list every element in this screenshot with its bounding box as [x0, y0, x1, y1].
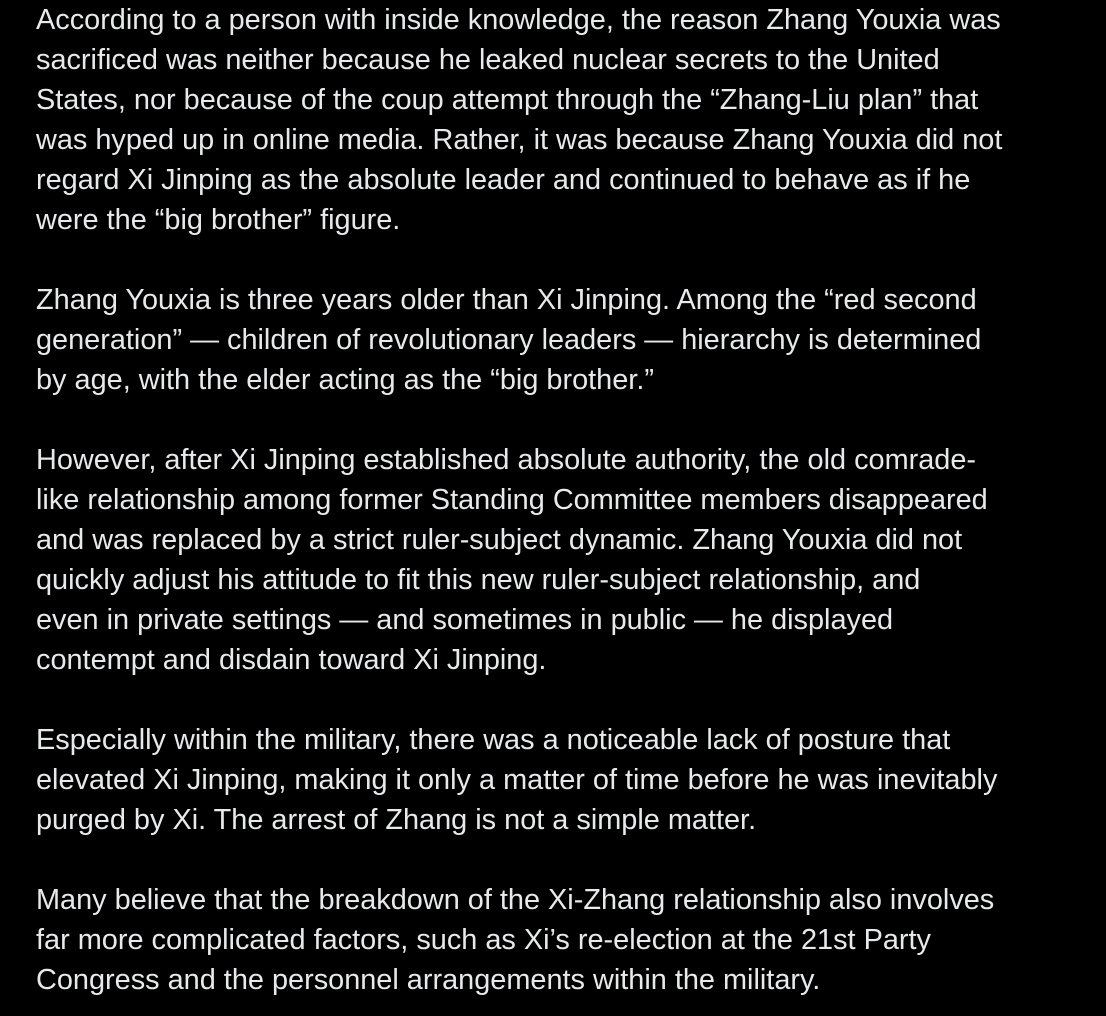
paragraph-spacer: [36, 240, 1106, 280]
post-paragraph: [36, 0, 1106, 240]
paragraph-line: elevated Xi Jinping, making it only a matter of time before he was inevitably: [36, 764, 998, 796]
paragraph-line: like relationship among former Standing Committee members disappeared: [36, 484, 988, 516]
post-paragraph: [36, 440, 1106, 680]
paragraph-spacer: [36, 680, 1106, 720]
paragraph-line: far more complicated factors, such as Xi’s re-election at the 21st Party: [36, 924, 931, 956]
post-paragraph: [36, 880, 1106, 1000]
paragraph-line: Zhang Youxia is three years older than Xi Jinping. Among the “red second: [36, 284, 977, 316]
paragraph-spacer: [36, 840, 1106, 880]
post-paragraph: [36, 720, 1106, 840]
paragraph-line: even in private settings — and sometimes in public — he displayed: [36, 604, 894, 636]
paragraph-line: were the “big brother” figure.: [36, 204, 401, 236]
paragraph-line: quickly adjust his attitude to fit this new ruler-subject relationship, and: [36, 564, 921, 596]
paragraph-line: According to a person with inside knowledge, the reason Zhang Youxia was: [36, 4, 1001, 36]
paragraph-line: by age, with the elder acting as the “big brother.”: [36, 364, 654, 396]
paragraph-line: States, nor because of the coup attempt through the “Zhang-Liu plan” that: [36, 84, 979, 116]
paragraph-line: and was replaced by a strict ruler-subject dynamic. Zhang Youxia did not: [36, 524, 963, 556]
paragraph-line: Congress and the personnel arrangements within the military.: [36, 964, 821, 996]
paragraph-line: purged by Xi. The arrest of Zhang is not a simple matter.: [36, 804, 757, 836]
paragraph-line: However, after Xi Jinping established absolute authority, the old comrade-: [36, 444, 977, 476]
paragraph-line: regard Xi Jinping as the absolute leader and continued to behave as if he: [36, 164, 971, 196]
post-paragraph: [36, 280, 1106, 400]
paragraph-spacer: [36, 400, 1106, 440]
paragraph-line: sacrificed was neither because he leaked nuclear secrets to the United: [36, 44, 940, 76]
paragraph-line: was hyped up in online media. Rather, it was because Zhang Youxia did not: [36, 124, 1003, 156]
paragraph-line: contempt and disdain toward Xi Jinping.: [36, 644, 547, 676]
paragraph-line: generation” — children of revolutionary leaders — hierarchy is determined: [36, 324, 982, 356]
paragraph-line: Many believe that the breakdown of the Xi-Zhang relationship also involves: [36, 884, 995, 916]
paragraph-line: Especially within the military, there was a noticeable lack of posture that: [36, 724, 951, 756]
